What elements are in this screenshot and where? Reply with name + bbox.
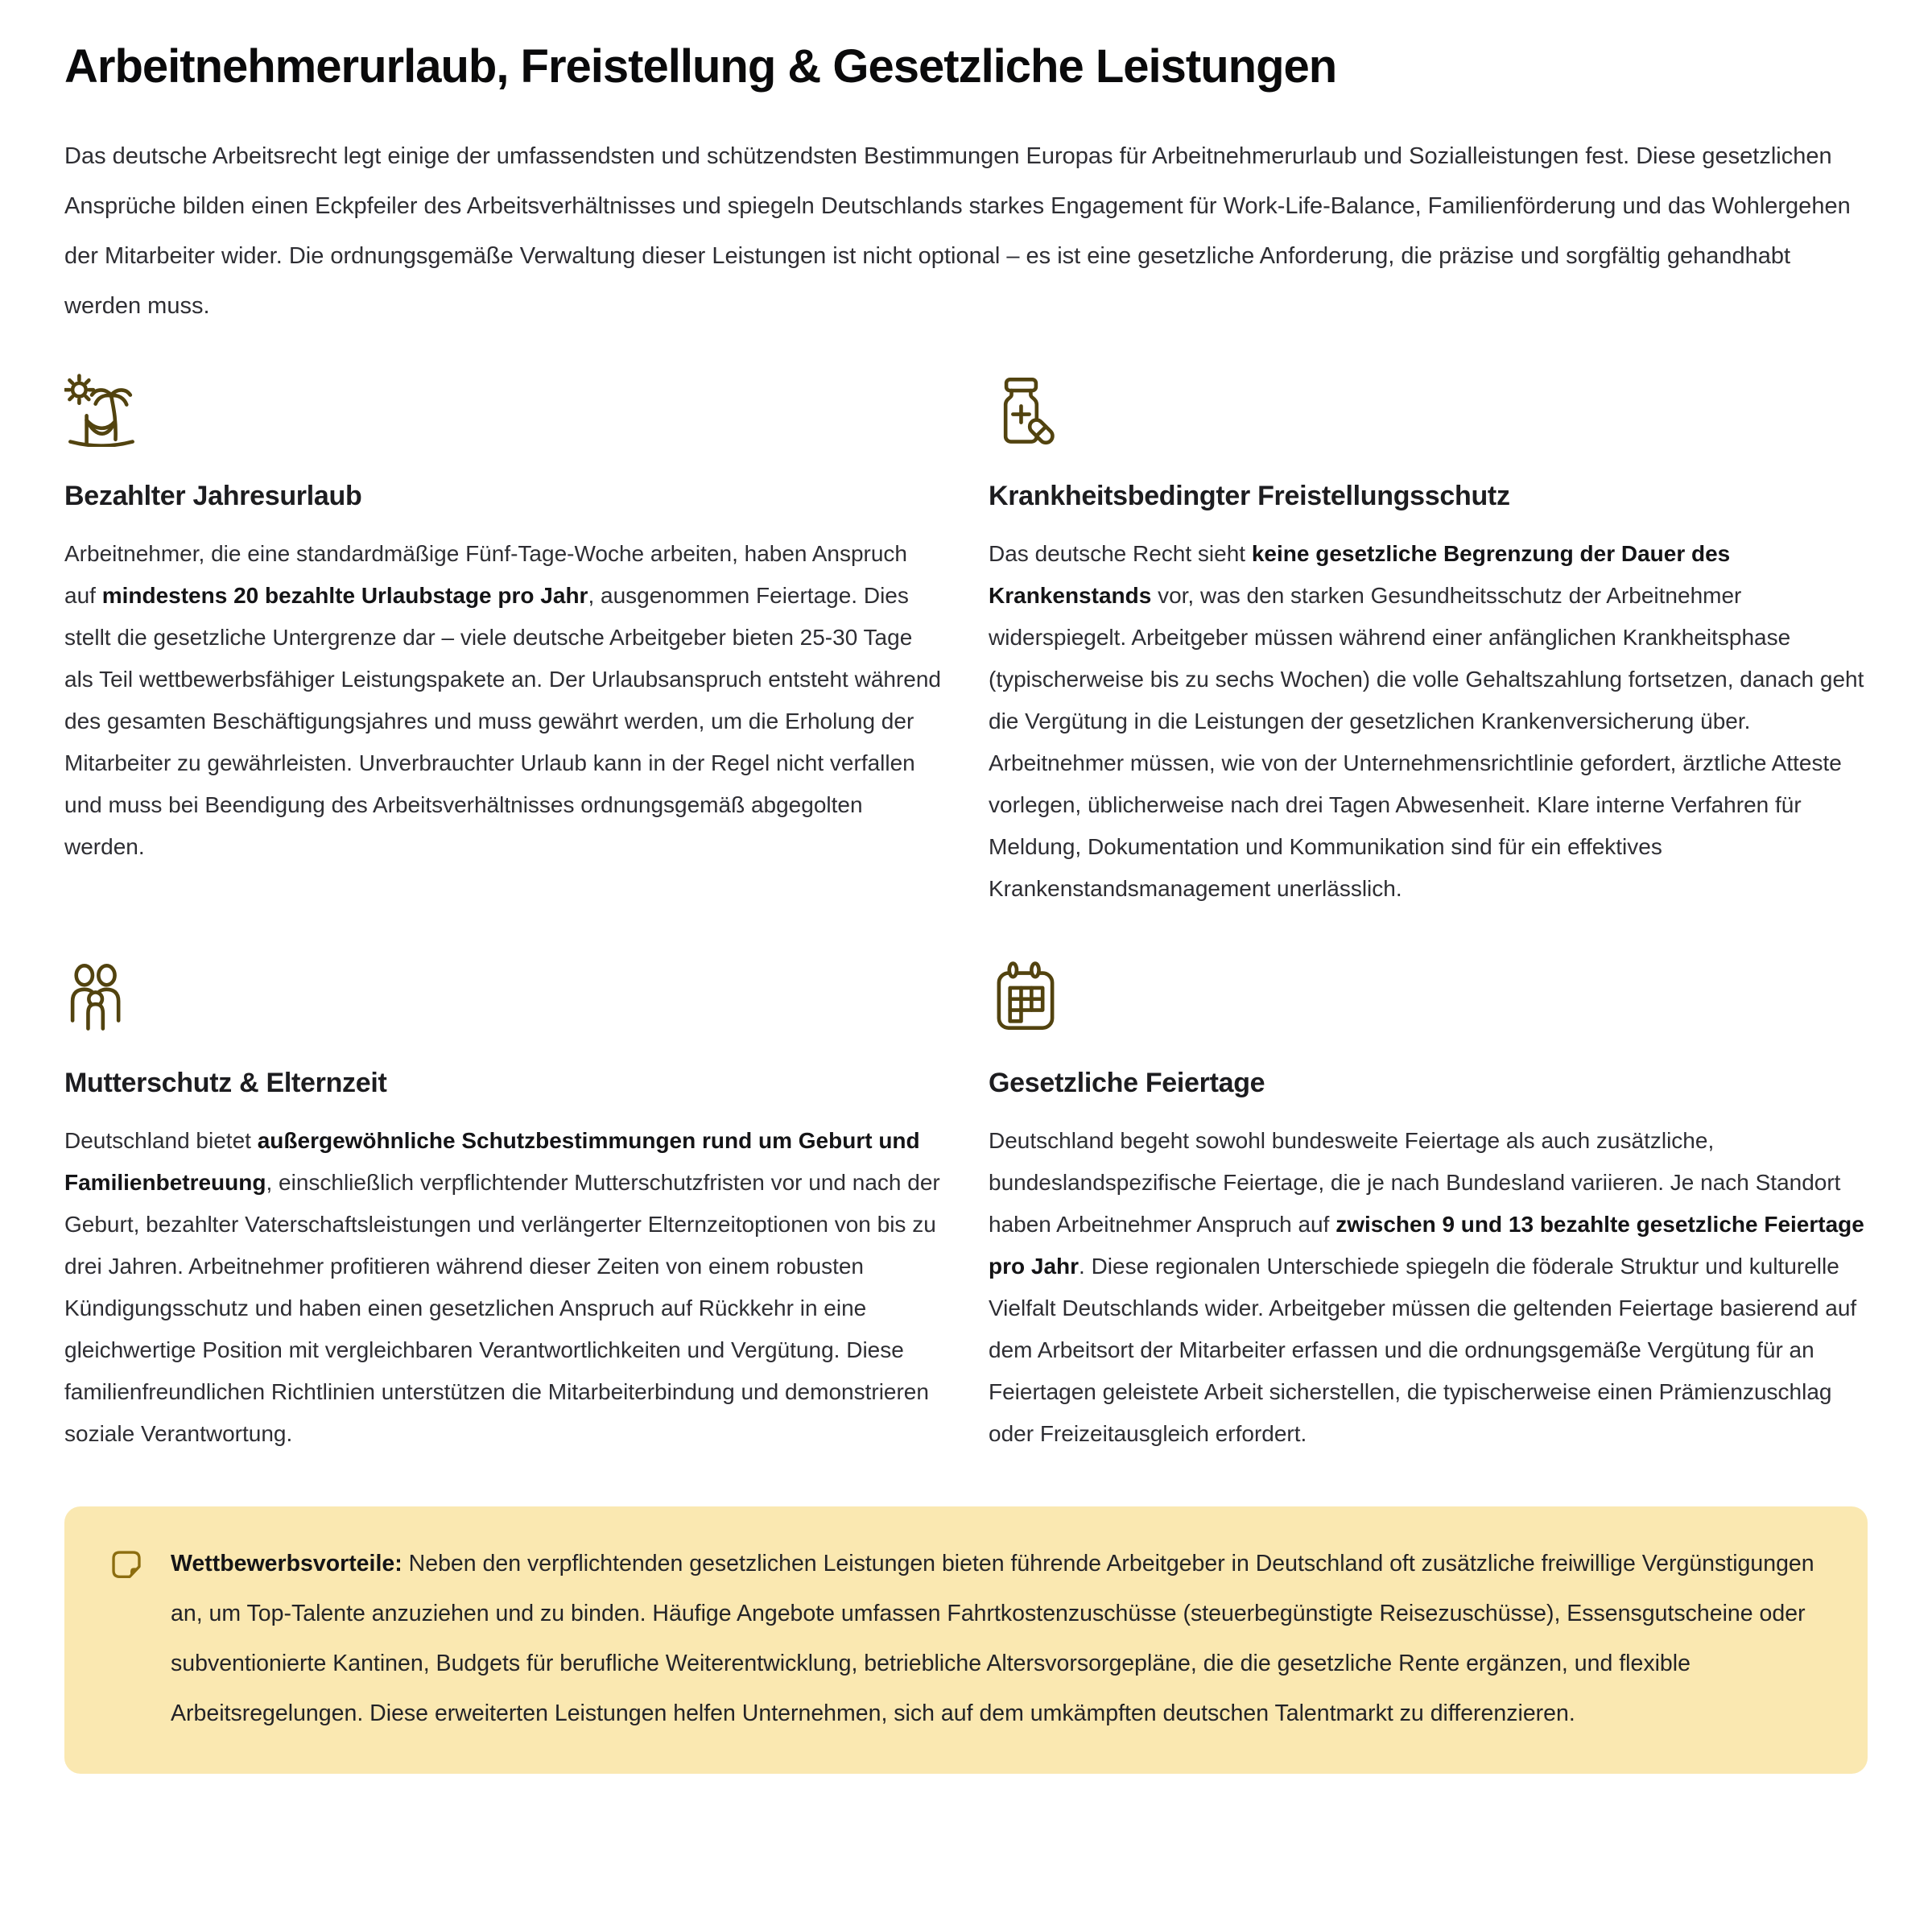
calendar-icon (989, 960, 1868, 1034)
medicine-bottle-icon (989, 373, 1868, 447)
section-body: Das deutsche Recht sieht keine gesetzliche Begrenzung der Dauer des Krankenstands vor, was den starken Gesundheitsschutz der Arbeitnehmer widerspiegelt. Arbeitgeber müssen während einer anfänglichen Krankheitsphase (typischerweise bis zu sechs Wochen) die volle Gehaltszahlung fortsetzen, danach geht die Vergütung in die Leistungen der gesetzlichen Krankenversicherung über. Arbeitnehmer müssen, wie von der Unternehmensrichtlinie gefordert, ärztliche Atteste vorlegen, üblicherweise nach drei Tagen Abwesenheit. Klare interne Verfahren für Meldung, Dokumentation und Kommunikation sind für ein effektives Krankenstandsmanagement unerlässlich. (989, 540, 1864, 901)
section-body: Deutschland bietet außergewöhnliche Schutzbestimmungen rund um Geburt und Familienbetreuung, einschließlich verpflichtender Mutterschutzfristen vor und nach der Geburt, bezahlter Vaterschaftsleistungen und verlängerter Elternzeitoptionen von bis zu drei Jahren. Arbeitnehmer profitieren während dieser Zeiten von einem robusten Kündigungsschutz und haben einen gesetzlichen Anspruch auf Rückkehr in eine gleichwertige Position mit vergleichbaren Verantwortlichkeiten und Vergütung. Diese familienfreundlichen Richtlinien unterstützen die Mitarbeiterbindung und demonstrieren soziale Verantwortung. (64, 1127, 940, 1446)
competitive-benefits-callout (64, 1506, 1868, 1774)
section-public-holidays (989, 960, 1868, 1455)
intro-paragraph: Das deutsche Arbeitsrecht legt einige der umfassendsten und schützendsten Bestimmungen Europas für Arbeitnehmerurlaub und Sozialleistungen fest. Diese gesetzlichen Ansprüche bilden einen Eckpfeiler des Arbeitsverhältnisses und spiegeln Deutschlands starkes Engagement für Work-Life-Balance, Familienförderung und das Wohlergehen der Mitarbeiter wider. Die ordnungsgemäße Verwaltung dieser Leistungen ist nicht optional – es ist eine gesetzliche Anforderung, die präzise und sorgfältig gehandhabt werden muss. (64, 143, 1851, 319)
section-heading: Mutterschutz & Elternzeit (64, 1067, 387, 1098)
section-maternity-parental-leave (64, 960, 943, 1455)
section-paid-annual-leave (64, 373, 943, 910)
benefits-grid (64, 373, 1868, 1455)
section-body: Deutschland begeht sowohl bundesweite Feiertage als auch zusätzliche, bundeslandspezifische Feiertage, die je nach Bundesland variieren. Je nach Standort haben Arbeitnehmer Anspruch auf zwischen 9 und 13 bezahlte gesetzliche Feiertage pro Jahr. Diese regionalen Unterschiede spiegeln die föderale Struktur und kulturelle Vielfalt Deutschlands wider. Arbeitgeber müssen die geltenden Feiertage basierend auf dem Arbeitsort der Mitarbeiter erfassen und die ordnungsgemäße Vergütung für an Feiertagen geleistete Arbeit sicherstellen, die typischerweise einen Prämienzuschlag oder Freizeitausgleich erfordert. (989, 1127, 1864, 1446)
section-heading: Krankheitsbedingter Freistellungsschutz (989, 480, 1510, 511)
page-title: Arbeitnehmerurlaub, Freistellung & Gesetzliche Leistungen (64, 40, 1337, 93)
sticky-note-icon (109, 1548, 143, 1582)
section-heading: Bezahlter Jahresurlaub (64, 480, 362, 511)
family-icon (64, 960, 943, 1034)
beach-hammock-icon (64, 373, 943, 447)
section-body: Arbeitnehmer, die eine standardmäßige Fünf-Tage-Woche arbeiten, haben Anspruch auf mindestens 20 bezahlte Urlaubstage pro Jahr, ausgenommen Feiertage. Dies stellt die gesetzliche Untergrenze dar – viele deutsche Arbeitgeber bieten 25-30 Tage als Teil wettbewerbsfähiger Leistungspakete an. Der Urlaubsanspruch entsteht während des gesamten Beschäftigungsjahres und muss gewährt werden, um die Erholung der Mitarbeiter zu gewährleisten. Unverbrauchter Urlaub kann in der Regel nicht verfallen und muss bei Beendigung des Arbeitsverhältnisses ordnungsgemäß abgegolten werden. (64, 540, 942, 859)
section-sick-leave (989, 373, 1868, 910)
callout-text: Wettbewerbsvorteile: Neben den verpflichtenden gesetzlichen Leistungen bieten führende Arbeitgeber in Deutschland oft zusätzliche freiwillige Vergünstigungen an, um Top-Talente anzuziehen und zu binden. Häufige Angebote umfassen Fahrtkostenzuschüsse (steuerbegünstigte Reisezuschüsse), Essensgutscheine oder subventionierte Kantinen, Budgets für berufliche Weiterentwicklung, betriebliche Altersvorsorgepläne, die die gesetzliche Rente ergänzen, und flexible Arbeitsregelungen. Diese erweiterten Leistungen helfen Unternehmen, sich auf dem umkämpften deutschen Talentmarkt zu differenzieren. (171, 1550, 1814, 1726)
section-heading: Gesetzliche Feiertage (989, 1067, 1265, 1098)
